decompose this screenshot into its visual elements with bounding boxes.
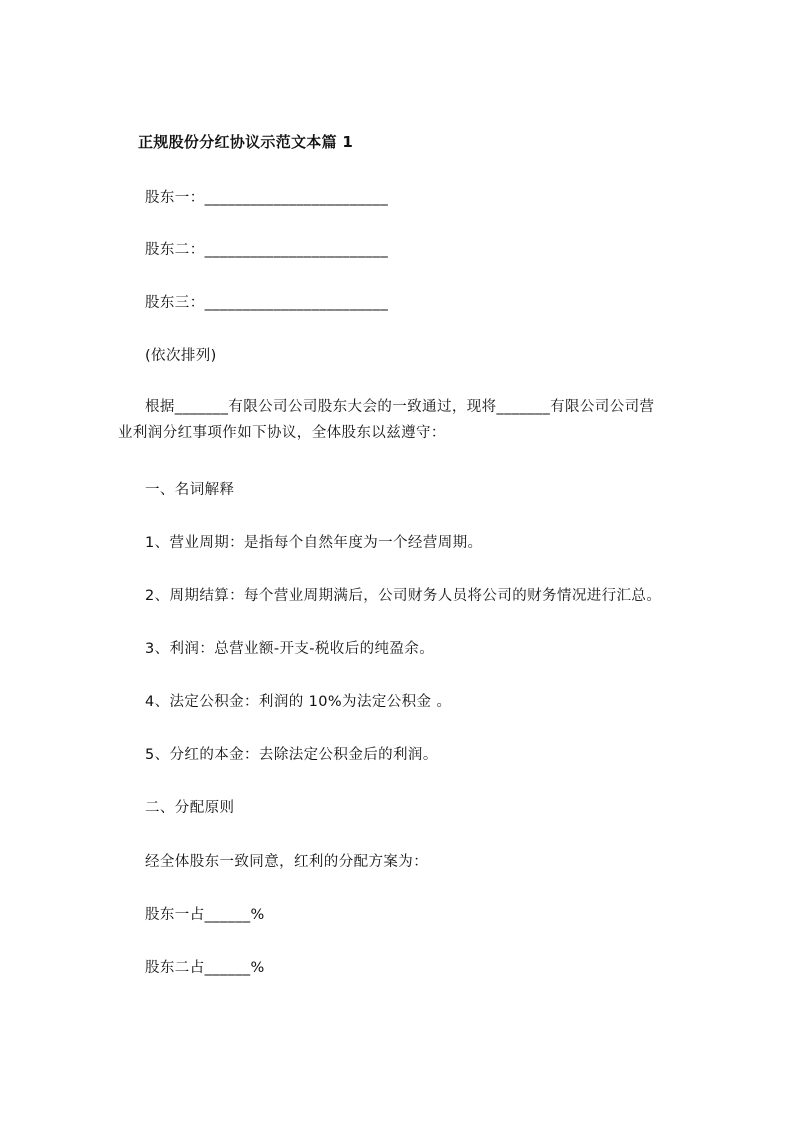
share-line: 股东一占______% xyxy=(145,907,265,923)
intro-line-1: 根据_______有限公司公司股东大会的一致通过，现将_______有限公司公司营 xyxy=(145,399,655,415)
shareholder-three-line: 股东三：________________________ xyxy=(145,295,389,311)
definition-item: 2、周期结算：每个营业周期满后，公司财务人员将公司的财务情况进行汇总。 xyxy=(145,588,662,604)
order-note: (依次排列) xyxy=(145,348,217,364)
document-title: 正规股份分红协议示范文本篇 1 xyxy=(138,133,354,151)
definition-item: 4、法定公积金：利润的 10%为法定公积金 。 xyxy=(145,694,452,710)
distribution-intro: 经全体股东一致同意，红利的分配方案为： xyxy=(145,854,429,870)
definition-item: 3、利润：总营业额-开支-税收后的纯盈余。 xyxy=(145,641,435,657)
section-1-heading: 一、名词解释 xyxy=(145,482,235,498)
intro-paragraph xyxy=(118,394,693,446)
intro-line-2: 业利润分红事项作如下协议，全体股东以兹遵守： xyxy=(118,425,446,441)
shareholder-one-line: 股东一：________________________ xyxy=(145,190,389,206)
definition-item: 1、营业周期：是指每个自然年度为一个经营周期。 xyxy=(145,535,483,551)
definition-item: 5、分红的本金：去除法定公积金后的利润。 xyxy=(145,747,438,763)
section-2-heading: 二、分配原则 xyxy=(145,800,235,816)
share-line: 股东二占______% xyxy=(145,960,265,976)
shareholder-two-line: 股东二：________________________ xyxy=(145,242,389,258)
